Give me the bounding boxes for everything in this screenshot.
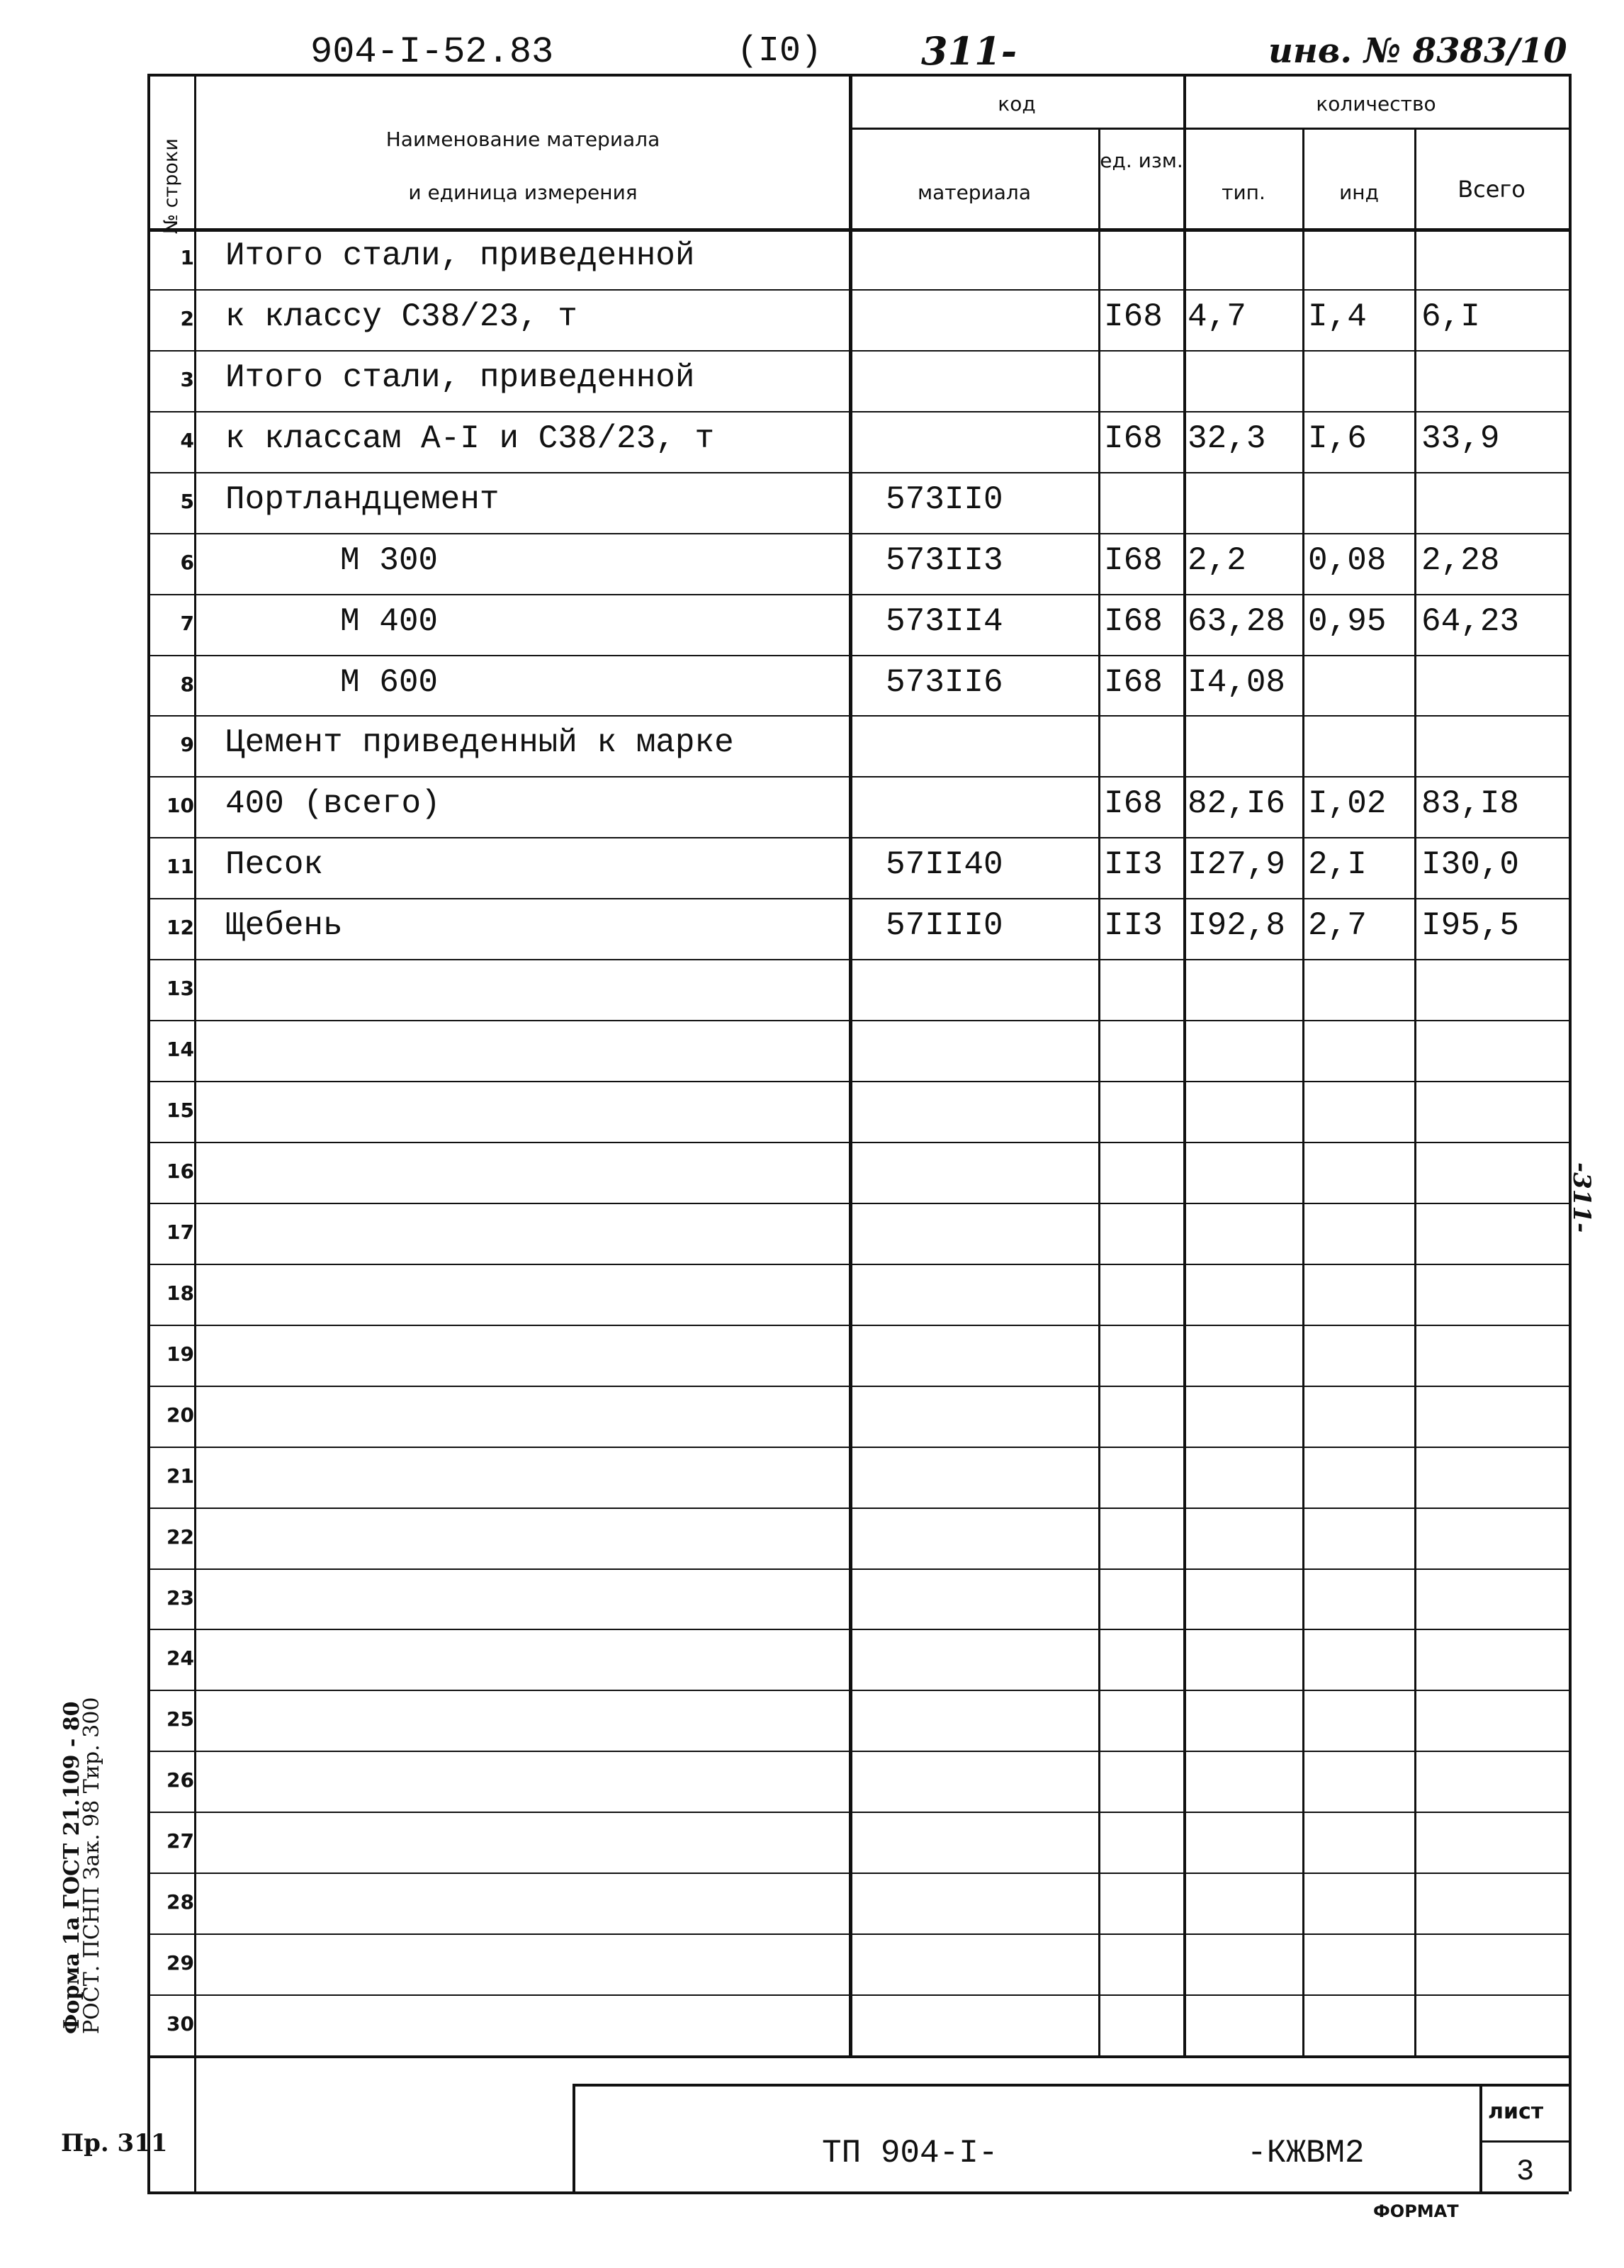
- row-divider: [147, 715, 1569, 717]
- row-number: 3: [180, 367, 194, 391]
- row-divider: [147, 411, 1569, 412]
- qty-ind: 2,I: [1308, 846, 1367, 884]
- qty-typ: 2,2: [1188, 541, 1246, 579]
- row-number: 25: [167, 1707, 194, 1731]
- stamp-sheet-number: 3: [1516, 2155, 1535, 2189]
- stamp-doc-code-left: ТП 904-I-: [822, 2135, 998, 2172]
- row-divider: [147, 898, 1569, 899]
- project-code: 904-I-52.83: [310, 31, 554, 73]
- row-divider: [147, 1264, 1569, 1265]
- col-typ: [1302, 128, 1304, 2055]
- row-divider: [147, 533, 1569, 534]
- header-name-line1: Наименование материала: [385, 128, 660, 151]
- qty-ind: I,02: [1308, 785, 1387, 823]
- qty-total: 6,I: [1421, 298, 1480, 335]
- body-bottom: [147, 2055, 1569, 2058]
- qty-ind: 2,7: [1308, 907, 1367, 945]
- material-code: 573II6: [886, 663, 1003, 701]
- form-reference: Форма 1а ГОСТ 21.109 - 80: [60, 1701, 84, 2034]
- qty-ind: I,6: [1308, 420, 1367, 457]
- sheet-index: (I0): [737, 31, 823, 72]
- qty-typ: I4,08: [1188, 663, 1286, 701]
- row-divider: [147, 837, 1569, 838]
- stamp-top: [573, 2084, 1569, 2087]
- row-number: 27: [167, 1829, 194, 1853]
- material-code: 573II0: [886, 481, 1003, 518]
- inventory-number: инв. № 8383/10: [1268, 31, 1567, 71]
- row-divider: [147, 1812, 1569, 1813]
- row-divider: [147, 1751, 1569, 1752]
- unit-code: I68: [1104, 602, 1163, 640]
- unit-code: I68: [1104, 541, 1163, 579]
- qty-typ: 4,7: [1188, 298, 1246, 335]
- material-name: Щебень: [225, 907, 343, 945]
- row-divider: [147, 1873, 1569, 1874]
- qty-typ: I92,8: [1188, 907, 1286, 945]
- qty-total: 2,28: [1421, 541, 1500, 579]
- row-number: 30: [167, 2012, 194, 2036]
- stamp-sheet-divider: [1479, 2140, 1569, 2143]
- material-name: 400 (всего): [225, 785, 441, 823]
- material-name: к классу С38/23, т: [225, 298, 577, 335]
- format-label: ФОРМАТ: [1373, 2201, 1459, 2221]
- print-mark: Пр. 311: [61, 2129, 168, 2157]
- header-bottom: [147, 228, 1569, 232]
- row-number: 4: [180, 428, 194, 452]
- row-divider: [147, 594, 1569, 595]
- col-unit: [1183, 74, 1186, 2055]
- unit-code: II3: [1104, 907, 1163, 945]
- qty-typ: 63,28: [1188, 602, 1286, 640]
- qty-total: 64,23: [1421, 602, 1520, 640]
- frame-top: [147, 74, 1569, 77]
- row-divider: [147, 1020, 1569, 1021]
- row-divider: [147, 1447, 1569, 1448]
- unit-code: I68: [1104, 663, 1163, 701]
- header-qty-typ: тип.: [1222, 181, 1265, 204]
- qty-total: I30,0: [1421, 846, 1520, 884]
- header-qty-ind: инд: [1339, 181, 1379, 204]
- row-divider: [147, 959, 1569, 960]
- row-number: 21: [167, 1464, 194, 1488]
- row-number: 1: [180, 245, 194, 269]
- row-number: 5: [180, 489, 194, 513]
- row-number: 23: [167, 1585, 194, 1610]
- header-qty-total: Всего: [1457, 176, 1526, 203]
- row-number: 7: [180, 611, 194, 635]
- row-divider: [147, 1508, 1569, 1509]
- row-divider: [147, 776, 1569, 777]
- stamp-sheet-label: лист: [1488, 2099, 1544, 2124]
- unit-code: II3: [1104, 846, 1163, 884]
- row-number: 20: [167, 1403, 194, 1427]
- row-number: 29: [167, 1951, 194, 1975]
- header-code-unit: ед. изм.: [1100, 149, 1183, 172]
- row-number: 17: [167, 1220, 194, 1244]
- row-number: 11: [167, 855, 194, 879]
- qty-ind: 0,95: [1308, 602, 1387, 640]
- row-divider: [147, 472, 1569, 473]
- row-number: 6: [180, 550, 194, 574]
- header-row-number: № строки: [160, 138, 182, 234]
- row-number: 28: [167, 1890, 194, 1914]
- row-divider: [147, 1933, 1569, 1935]
- col-code: [1098, 128, 1100, 2055]
- row-number: 13: [167, 977, 194, 1001]
- stamp-doc-code-right: -КЖВМ2: [1247, 2135, 1365, 2172]
- qty-typ: 82,I6: [1188, 785, 1286, 823]
- header-name-line2: и единица измерения: [408, 181, 638, 204]
- row-divider: [147, 1568, 1569, 1570]
- row-divider: [147, 1690, 1569, 1691]
- row-number: 12: [167, 916, 194, 940]
- qty-total: 83,I8: [1421, 785, 1520, 823]
- row-divider: [147, 1629, 1569, 1630]
- row-divider: [147, 1325, 1569, 1326]
- row-divider: [147, 1081, 1569, 1082]
- row-divider: [147, 289, 1569, 291]
- row-number: 22: [167, 1525, 194, 1549]
- material-code: 57II40: [886, 846, 1003, 884]
- qty-ind: I,4: [1308, 298, 1367, 335]
- row-divider: [147, 350, 1569, 352]
- row-number: 2: [180, 306, 194, 330]
- unit-code: I68: [1104, 298, 1163, 335]
- stamp-left: [573, 2084, 575, 2191]
- qty-total: 33,9: [1421, 420, 1500, 457]
- material-name: Портландцемент: [225, 481, 500, 518]
- header-sub-divider: [850, 128, 1569, 130]
- row-divider: [147, 1386, 1569, 1387]
- unit-code: I68: [1104, 420, 1163, 457]
- row-number: 19: [167, 1342, 194, 1366]
- frame-right: [1569, 74, 1572, 2191]
- material-name: М 300: [340, 541, 439, 579]
- row-divider: [147, 1994, 1569, 1996]
- row-number: 10: [167, 794, 194, 818]
- row-number: 18: [167, 1281, 194, 1305]
- unit-code: I68: [1104, 785, 1163, 823]
- material-name: М 600: [340, 663, 439, 701]
- row-divider: [147, 1203, 1569, 1204]
- row-number: 8: [180, 672, 194, 696]
- qty-typ: I27,9: [1188, 846, 1286, 884]
- row-number: 15: [167, 1099, 194, 1123]
- row-number: 14: [167, 1038, 194, 1062]
- material-name: Итого стали, приведенной: [225, 237, 695, 274]
- material-name: к классам А-I и С38/23, т: [225, 420, 715, 457]
- qty-ind: 0,08: [1308, 541, 1387, 579]
- material-code: 573II4: [886, 602, 1003, 640]
- frame-bottom: [147, 2191, 1569, 2194]
- material-name: Итого стали, приведенной: [225, 359, 695, 396]
- qty-typ: 32,3: [1188, 420, 1266, 457]
- col-ind: [1414, 128, 1416, 2055]
- header-code-group: код: [998, 92, 1036, 116]
- row-number: 24: [167, 1646, 194, 1671]
- right-edge-mark: -311-: [1567, 1162, 1596, 1233]
- print-order: РОСТ. ПСНП Зак. 98 Тир. 300: [79, 1697, 104, 2034]
- material-code: 573II3: [886, 541, 1003, 579]
- header-code-material: материала: [917, 181, 1031, 204]
- row-divider: [147, 655, 1569, 656]
- material-name: М 400: [340, 602, 439, 640]
- material-name: Песок: [225, 846, 324, 884]
- material-name: Цемент приведенный к марке: [225, 724, 734, 762]
- header-qty-group: количество: [1316, 92, 1436, 116]
- material-code: 57III0: [886, 907, 1003, 945]
- row-number: 26: [167, 1768, 194, 1792]
- page-mark: 311-: [921, 28, 1017, 74]
- qty-total: I95,5: [1421, 907, 1520, 945]
- row-number: 16: [167, 1159, 194, 1183]
- col-name: [849, 74, 852, 2055]
- row-number: 9: [180, 733, 194, 757]
- row-divider: [147, 1142, 1569, 1143]
- stamp-sheet-left: [1479, 2084, 1482, 2191]
